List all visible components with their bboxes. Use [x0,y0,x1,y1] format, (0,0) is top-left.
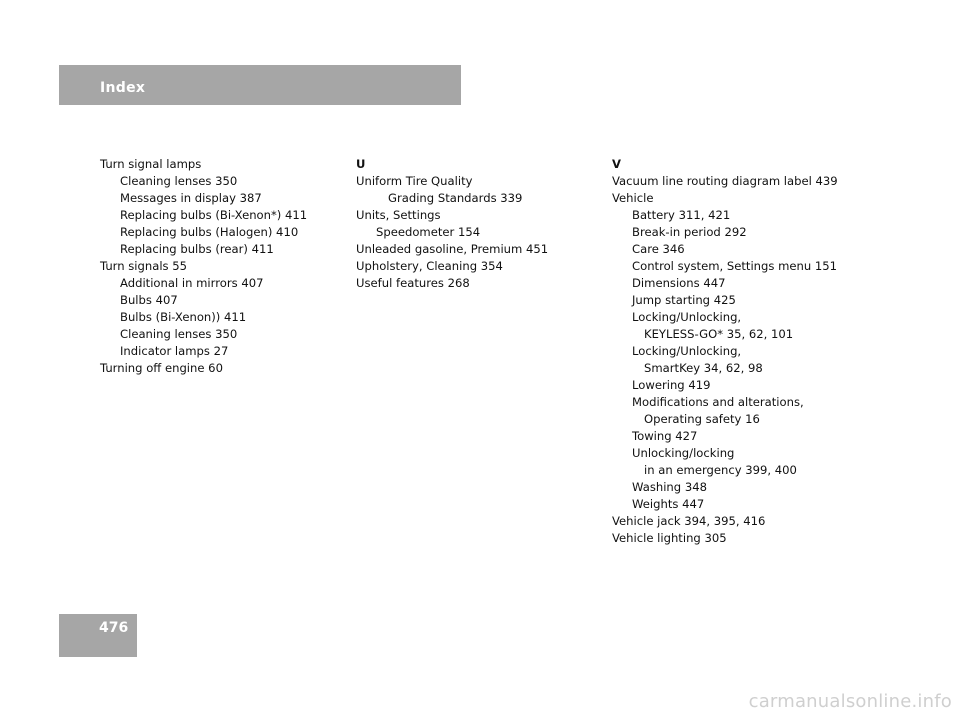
index-entry: Useful features 268 [356,276,470,290]
index-subentry: Locking/Unlocking, [632,310,742,324]
index-subentry: Replacing bulbs (rear) 411 [120,242,274,256]
index-entry: Uniform Tire Quality [356,174,473,188]
index-subentry: Indicator lamps 27 [120,344,229,358]
index-entry: Turn signal lamps [100,157,202,171]
index-subentry: Speedometer 154 [376,225,481,239]
page-number: 476 [99,620,129,636]
index-entry: Vehicle jack 394, 395, 416 [612,514,766,528]
index-subentry: Care 346 [632,242,685,256]
index-subentry: Lowering 419 [632,378,711,392]
index-subentry: Control system, Settings menu 151 [632,259,838,273]
index-entry: Turning off engine 60 [100,361,223,375]
watermark: carmanualsonline.info [748,691,952,712]
index-subentry: Cleaning lenses 350 [120,174,238,188]
index-subentry: Operating safety 16 [644,412,760,426]
index-subentry: Cleaning lenses 350 [120,327,238,341]
index-subentry: Additional in mirrors 407 [120,276,264,290]
index-subentry: in an emergency 399, 400 [644,463,797,477]
index-entry: Unleaded gasoline, Premium 451 [356,242,549,256]
index-entry: Vehicle lighting 305 [612,531,727,545]
index-subentry: Grading Standards 339 [388,191,523,205]
index-entry: Turn signals 55 [100,259,188,273]
index-entry: Vehicle [612,191,654,205]
index-subentry: Replacing bulbs (Bi-Xenon*) 411 [120,208,308,222]
index-subentry: Bulbs (Bi-Xenon)) 411 [120,310,247,324]
page-title: Index [100,80,146,96]
index-entry: Units, Settings [356,208,441,222]
index-subentry: Washing 348 [632,480,707,494]
index-letter-heading: V [612,157,621,171]
index-subentry: Battery 311, 421 [632,208,731,222]
index-subentry: Bulbs 407 [120,293,178,307]
index-subentry: Break-in period 292 [632,225,747,239]
index-subentry: Unlocking/locking [632,446,735,460]
index-subentry: Messages in display 387 [120,191,262,205]
index-entry: Upholstery, Cleaning 354 [356,259,503,273]
index-subentry: Jump starting 425 [632,293,736,307]
index-column-1 [100,156,307,377]
index-letter-heading: U [356,157,366,171]
index-subentry: Dimensions 447 [632,276,726,290]
index-subentry: Replacing bulbs (Halogen) 410 [120,225,299,239]
index-column-3 [612,156,838,547]
index-column-2 [356,156,548,292]
index-entry: Vacuum line routing diagram label 439 [612,174,838,188]
index-subentry: Towing 427 [632,429,698,443]
index-subentry: Locking/Unlocking, [632,344,742,358]
index-subentry: Modifications and alterations, [632,395,804,409]
index-subentry: SmartKey 34, 62, 98 [644,361,763,375]
index-subentry: KEYLESS-GO* 35, 62, 101 [644,327,794,341]
index-subentry: Weights 447 [632,497,705,511]
